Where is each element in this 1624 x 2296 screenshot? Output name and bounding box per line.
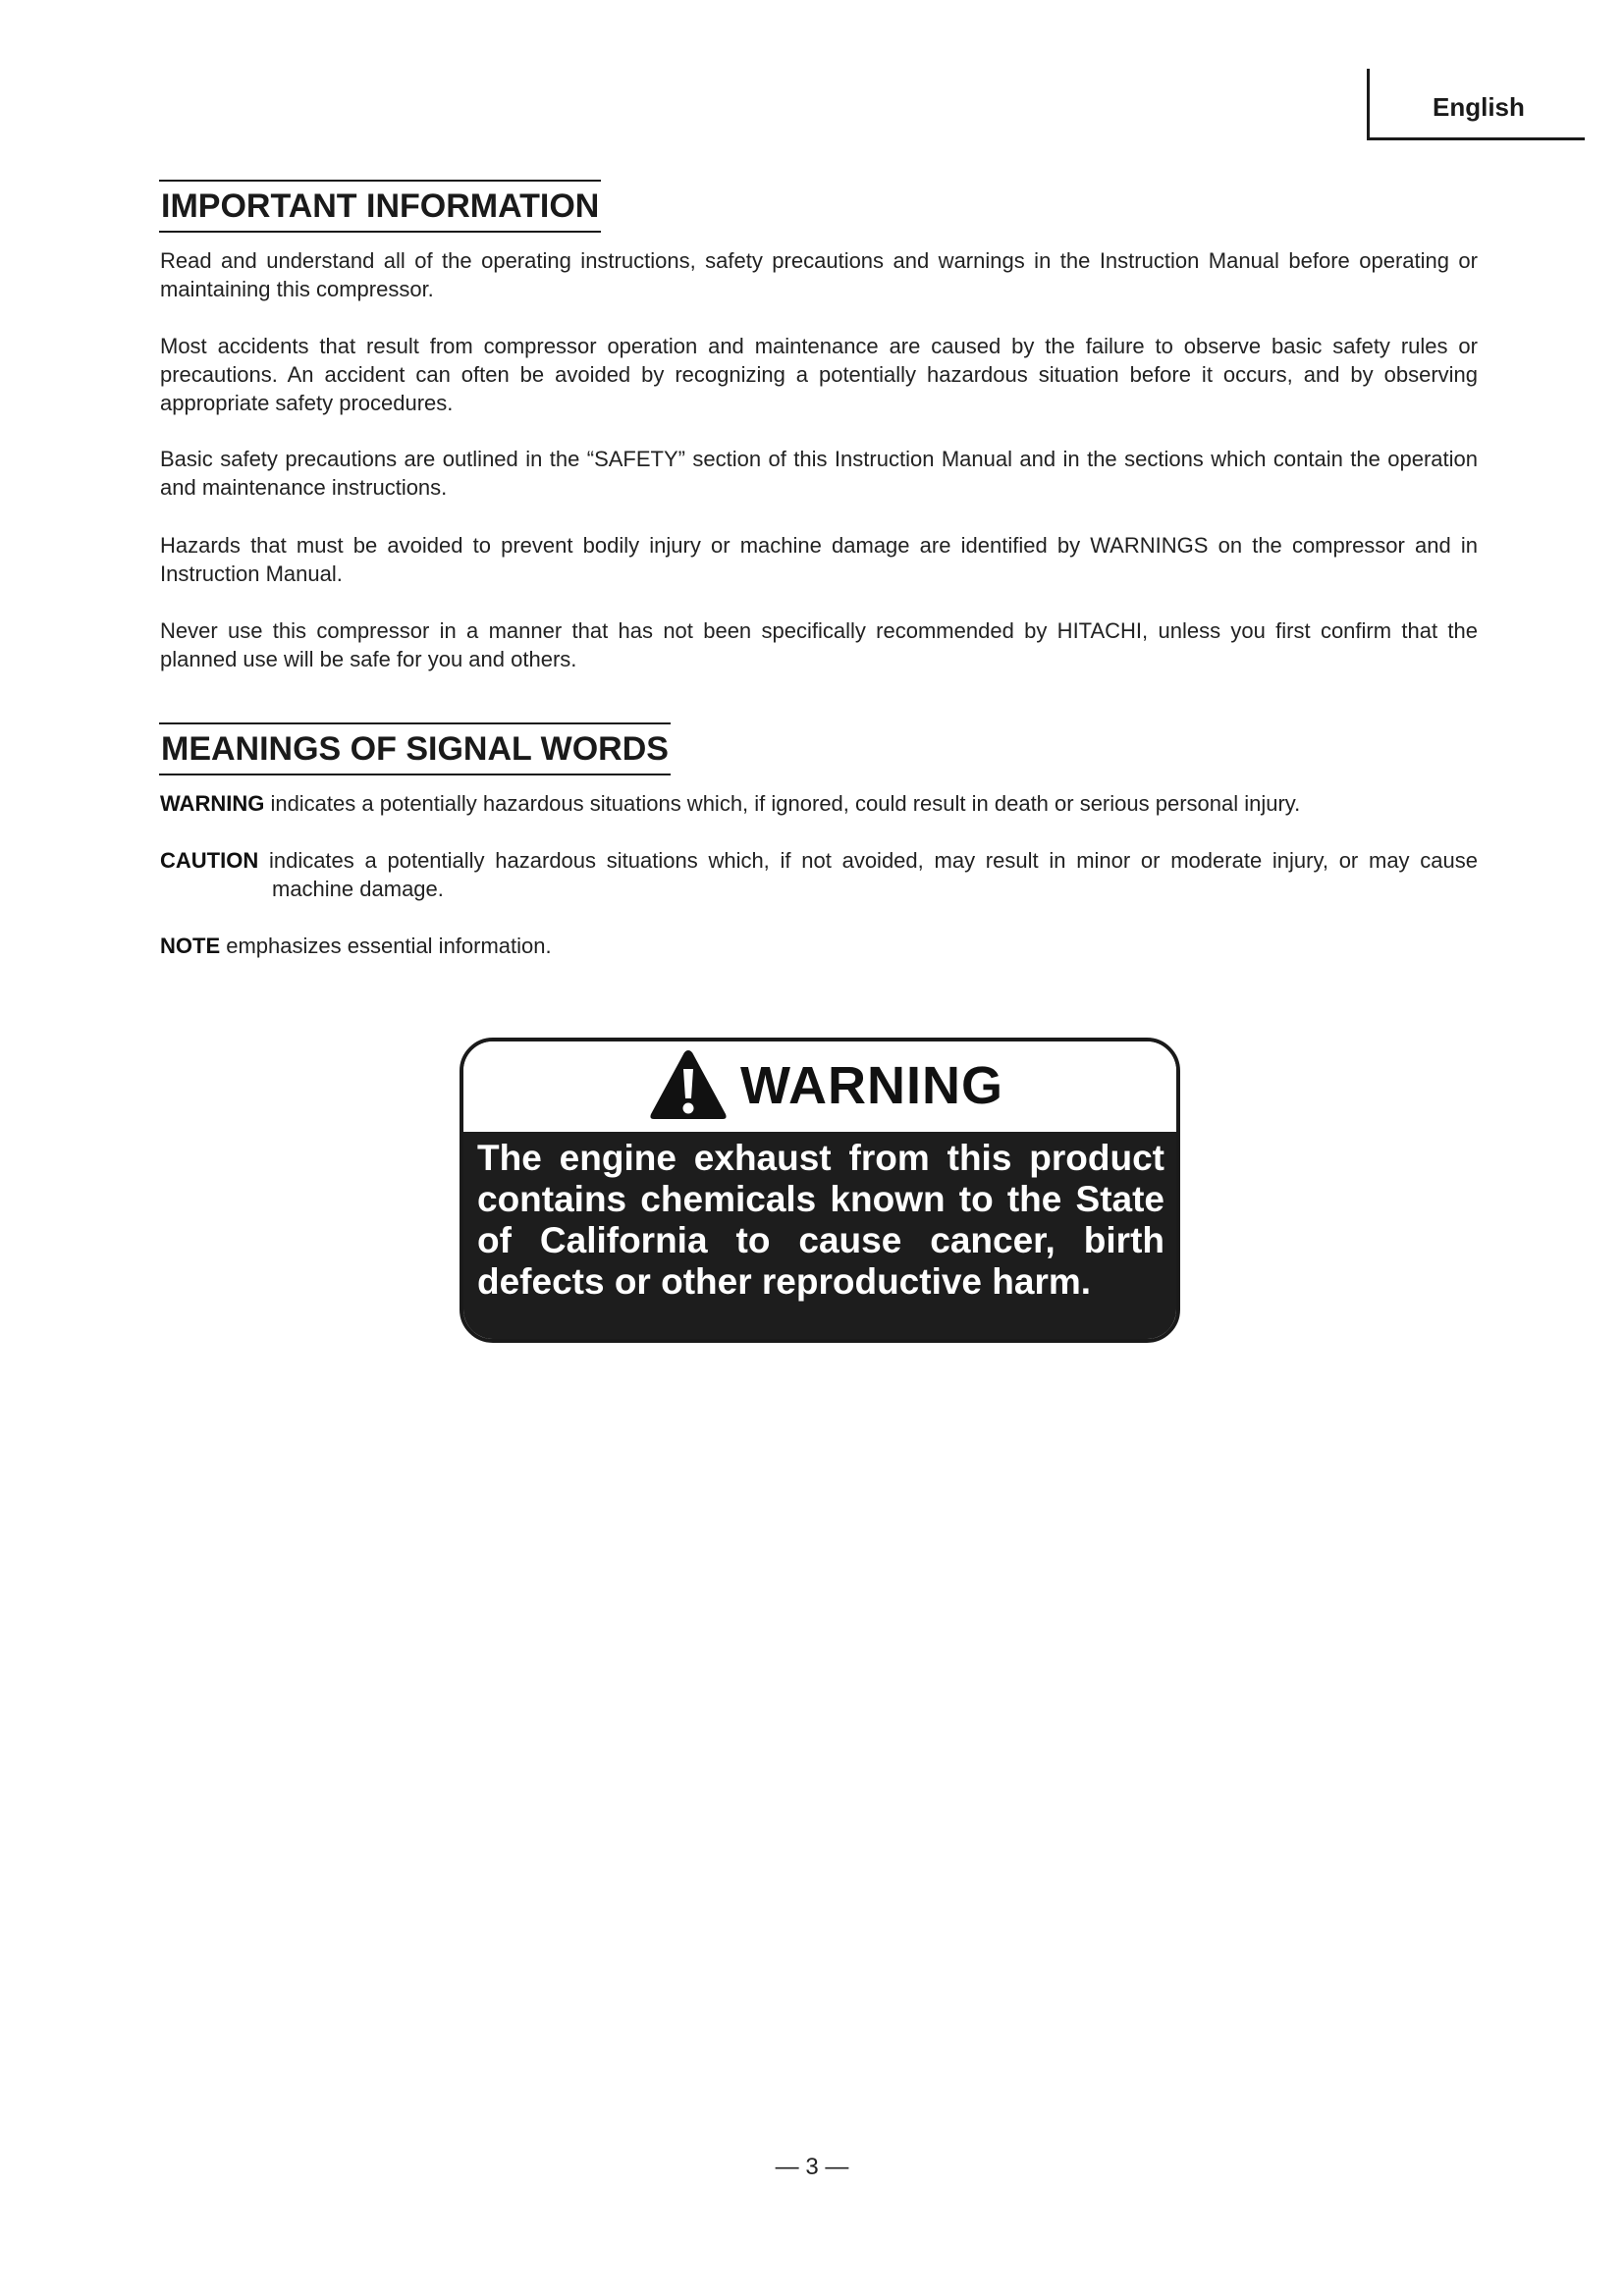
- paragraph-read-instructions: Read and understand all of the operating instructions, safety precautions and warnings in the Instruction Manual before operating or maintaining this compressor.: [160, 248, 1478, 301]
- signal-words-heading: MEANINGS OF SIGNAL WORDS: [159, 722, 671, 775]
- important-information-heading: IMPORTANT INFORMATION: [159, 180, 601, 233]
- signal-caution-text: indicates a potentially hazardous situations which, if not avoided, may result in minor or moderate injury, or may cause: [258, 848, 1478, 873]
- signal-caution-definition: [160, 846, 1478, 903]
- signal-note-definition: [160, 932, 1478, 960]
- signal-caution-term: CAUTION: [160, 848, 259, 873]
- signal-note-text: emphasizes essential information.: [220, 934, 552, 958]
- page-number: — 3 —: [775, 2154, 849, 2180]
- paragraph-hazards: Hazards that must be avoided to prevent bodily injury or machine damage are identified by WARNINGS on the compressor and in Instruction Manual.: [160, 533, 1478, 586]
- paragraph-accidents: Most accidents that result from compressor operation and maintenance are caused by the failure to observe basic safety rules or precautions. An accident can often be avoided by recognizing a potentially hazardous situation before it occurs, and by observing appropriate safety procedures.: [160, 334, 1478, 415]
- signal-caution-text-continued: machine damage.: [272, 877, 444, 901]
- signal-warning-definition: [160, 789, 1478, 818]
- warning-label-title: WARNING: [740, 1056, 1003, 1115]
- warning-label-body: [463, 1132, 1176, 1343]
- signal-warning-text: indicates a potentially hazardous situations which, if ignored, could result in death or serious personal injury.: [264, 791, 1301, 816]
- prop65-warning-label: [460, 1038, 1180, 1343]
- warning-label-text: The engine exhaust from this product contains chemicals known to the State of California to cause cancer, birth defects or other reproductive harm.: [477, 1138, 1164, 1302]
- paragraph-safety-precautions: Basic safety precautions are outlined in the “SAFETY” section of this Instruction Manual and in the sections which contain the operation and maintenance instructions.: [160, 447, 1478, 500]
- language-label: English: [1433, 92, 1525, 122]
- language-tab: [1367, 69, 1585, 140]
- warning-triangle-icon: [648, 1047, 729, 1122]
- signal-caution-line-1: [160, 846, 1478, 875]
- warning-label-header: [463, 1041, 1176, 1132]
- signal-note-term: NOTE: [160, 934, 221, 958]
- paragraph-never-use: Never use this compressor in a manner that has not been specifically recommended by HITACHI, unless you first confirm that the planned use will be safe for you and others.: [160, 618, 1478, 671]
- signal-warning-term: WARNING: [160, 791, 265, 816]
